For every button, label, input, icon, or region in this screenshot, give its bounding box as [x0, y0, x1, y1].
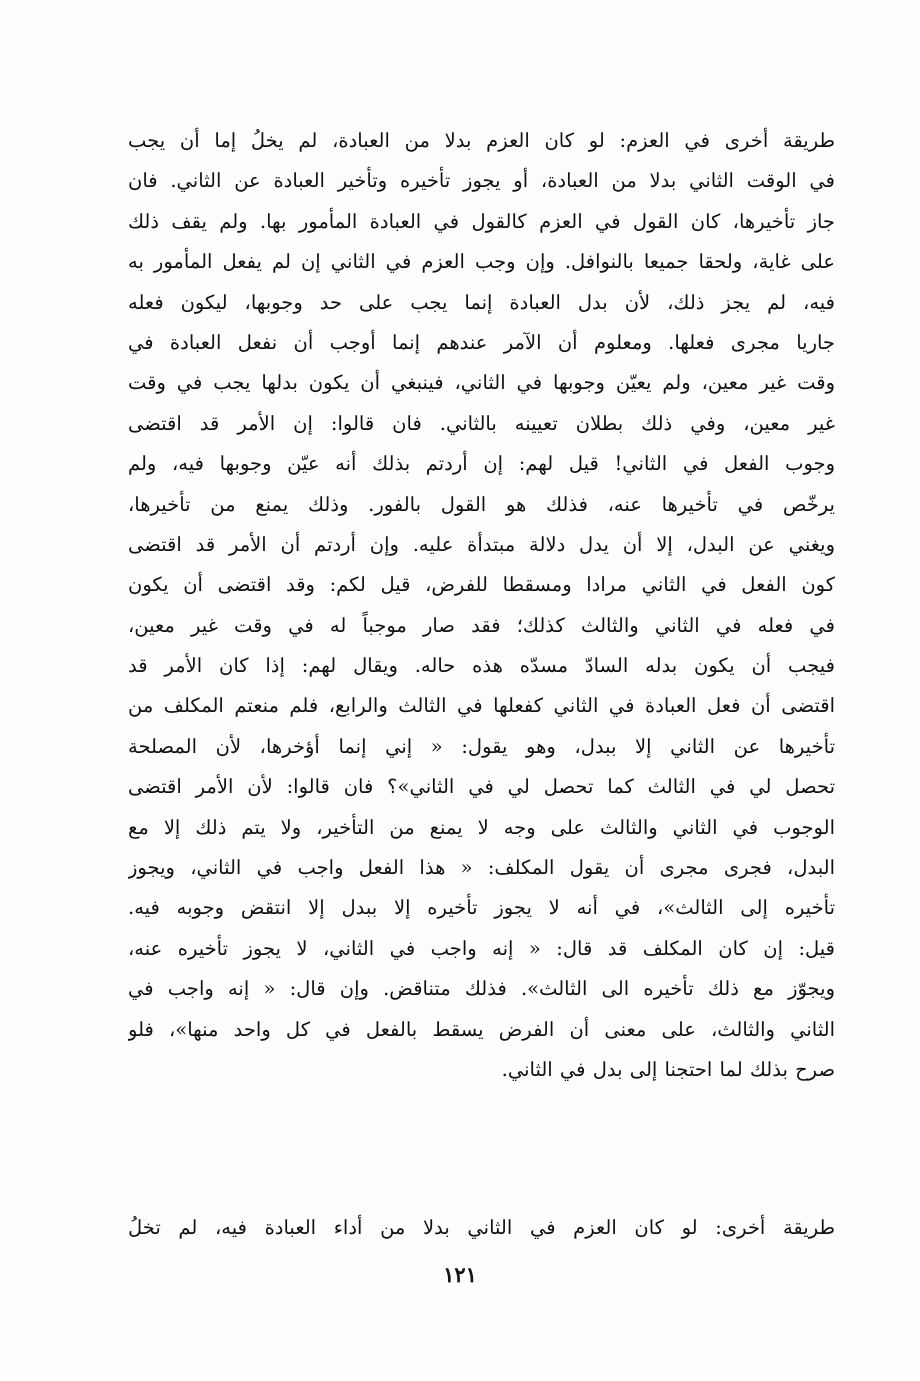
text-line: فيه، لم يجز ذلك، لأن بدل العبادة إنما يجب على حد وجوبها، ليكون فعله	[128, 290, 835, 314]
paragraph-1	[128, 121, 835, 1090]
text-line: فيجب أن يكون بدله السادّ مسدّه هذه حاله. ويقال لهم: إذا كان الأمر قد	[128, 654, 835, 678]
text-line: في الوقت الثاني بدلا من العبادة، أو يجوز تأخيره وتأخير العبادة عن الثاني. فان	[128, 169, 835, 193]
paragraph-2	[128, 1208, 835, 1248]
text-line: طريقة أخرى: لو كان العزم في الثاني بدلا من أداء العبادة فيه، لم تخلُ	[128, 1216, 835, 1239]
text-line: جاريا مجرى فعلها. ومعلوم أن الآمر عندهم إنما أوجب أن نفعل العبادة في	[128, 330, 835, 354]
page-number: ١٢١	[443, 1262, 477, 1287]
text-line: غير معين، وفي ذلك بطلان تعيينه بالثاني. فان قالوا: إن الأمر قد اقتضى	[128, 411, 835, 435]
text-line: تحصل لي في الثالث كما تحصل لي في الثاني»؟ فان قالوا: لأن الأمر اقتضى	[128, 775, 835, 799]
text-line: طريقة أخرى في العزم: لو كان العزم بدلا من العبادة، لم يخلُ إما أن يجب	[128, 129, 835, 152]
text-line: ويغني عن البدل، إلا أن يدل دلالة مبتدأة عليه. وإن أردتم أن الأمر قد اقتضى	[128, 532, 835, 556]
text-line: على غاية، ولحقا جميعا بالنوافل. وإن وجب العزم في الثاني إن لم يفعل المأمور به	[128, 250, 835, 274]
text-line: اقتضى أن فعل العبادة في الثاني كفعلها في الثالث والرابع، فلم منعتم المكلف من	[128, 694, 835, 718]
text-line: وجوب الفعل في الثاني! قيل لهم: إن أردتم بذلك أنه عيّن وجوبها فيه، ولم	[128, 452, 835, 476]
text-line: قيل: إن كان المكلف قد قال: « إنه واجب في الثاني، لا يجوز تأخيره عنه،	[128, 936, 835, 960]
text-line: صرح بذلك لما احتجنا إلى بدل في الثاني.	[501, 1057, 835, 1081]
text-line: كون الفعل في الثاني مرادا ومسقطا للفرض، قيل لكم: وقد اقتضى أن يكون	[128, 573, 835, 597]
text-line: وقت غير معين، ولم يعيّن وجوبها في الثاني، فينبغي أن يكون بدلها يجب في وقت	[128, 371, 835, 395]
text-line: البدل، فجرى مجرى أن يقول المكلف: « هذا الفعل واجب في الثاني، ويجوز	[128, 856, 835, 880]
text-line: الثاني والثالث، على معنى أن الفرض يسقط بالفعل في كل واحد منها»، فلو	[128, 1017, 835, 1041]
text-line: تأخيرها عن الثاني إلا ببدل، وهو يقول: « إني إنما أؤخرها، لأن المصلحة	[128, 734, 835, 758]
text-line: ويجوّز مع ذلك تأخيره الى الثالث». فذلك متناقض. وإن قال: « إنه واجب في	[128, 977, 835, 1001]
text-line: يرخّص في تأخيرها عنه، فذلك هو القول بالفور. وذلك يمنع من تأخيرها،	[128, 492, 835, 516]
text-line: الوجوب في الثاني والثالث على وجه لا يمنع من التأخير، ولا يتم ذلك إلا مع	[128, 815, 835, 839]
text-line: تأخيره إلى الثالث»، في أنه لا يجوز تأخيره إلا ببدل إلا انتقض وجوبه فيه.	[128, 896, 835, 920]
text-line: في فعله في الثاني والثالث كذلك؛ فقد صار موجباً له في وقت غير معين،	[128, 613, 835, 637]
text-line: جاز تأخيرها، كان القول في العزم كالقول في العبادة المأمور بها. ولم يقف ذلك	[128, 209, 835, 233]
